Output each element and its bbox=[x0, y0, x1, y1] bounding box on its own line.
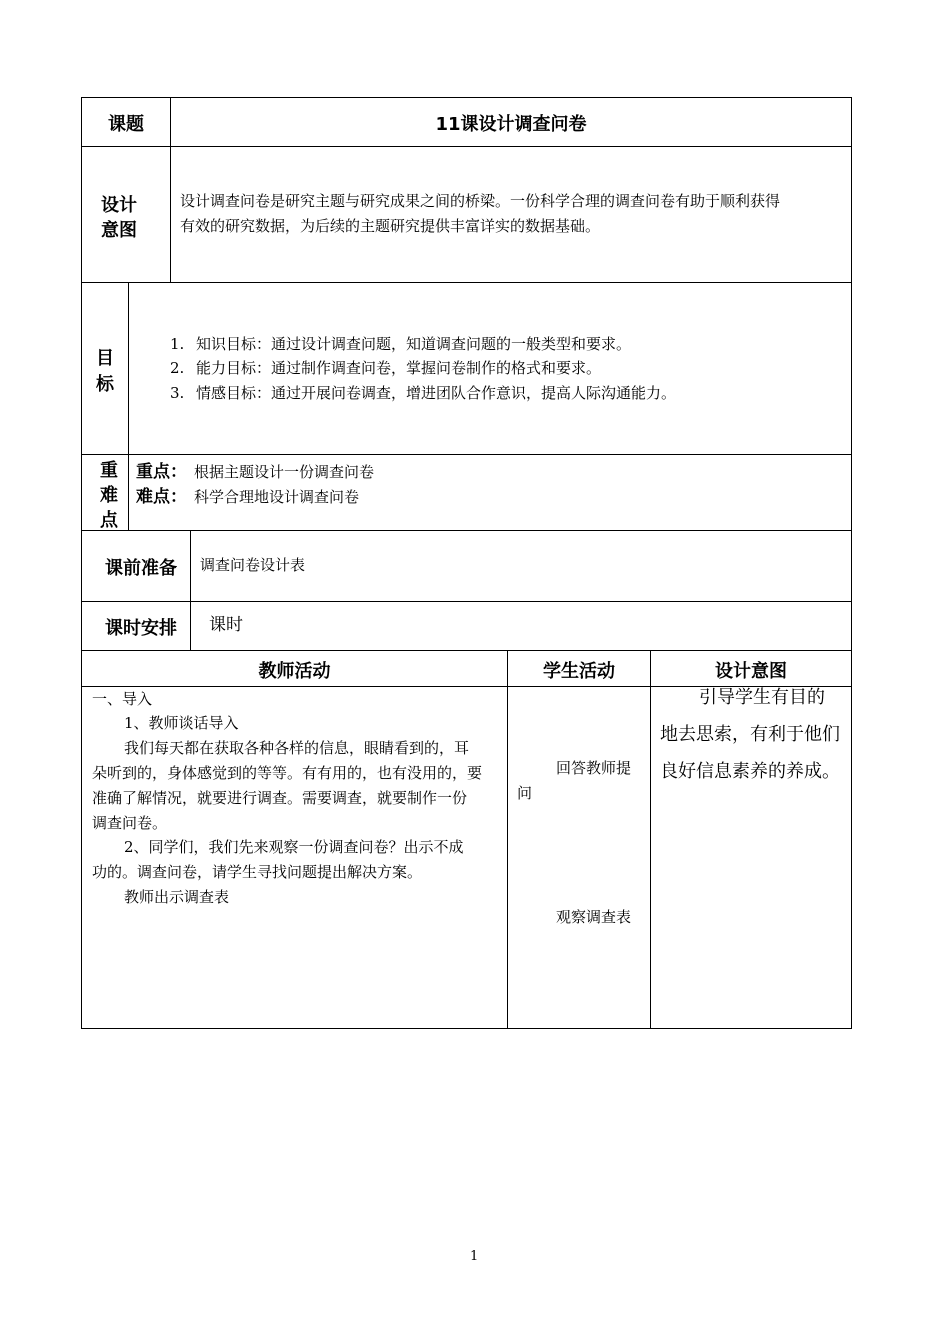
teacher-line: 功的。调查问卷，请学生寻找问题提出解决方案。 bbox=[92, 863, 423, 881]
schedule-value: 课时 bbox=[209, 615, 243, 635]
design-intent-line: 地去思索，有利于他们 bbox=[660, 724, 840, 745]
teacher-line: 朵听到的，身体感觉到的等等。有有用的，也有没用的，要 bbox=[92, 764, 483, 782]
topic-label: 课题 bbox=[108, 114, 144, 135]
design-col-header: 设计意图 bbox=[715, 661, 787, 682]
teacher-line: 教师出示调查表 bbox=[124, 888, 230, 906]
design-intent-line: 引导学生有目的 bbox=[699, 687, 825, 708]
teacher-line: 准确了解情况，就要进行调查。需要调查，就要制作一份 bbox=[92, 789, 468, 807]
schedule-label: 课时安排 bbox=[105, 618, 177, 639]
design-intent-text-1: 设计调查问卷是研究主题与研究成果之间的桥梁。一份科学合理的调查问卷有助于顺利获得 bbox=[180, 192, 781, 210]
preparation-value: 调查问卷设计表 bbox=[200, 556, 306, 574]
schedule-value-cell bbox=[190, 601, 852, 651]
goals-label-2: 标 bbox=[96, 374, 114, 395]
student-activity-cell bbox=[507, 686, 651, 1029]
goals-label-1: 目 bbox=[96, 348, 114, 369]
goal-item-text: 知识目标：通过设计调查问题，知道调查问题的一般类型和要求。 bbox=[196, 335, 632, 353]
teacher-line: 一、导入 bbox=[92, 690, 153, 708]
teacher-line: 调查问卷。 bbox=[92, 814, 168, 832]
student-activity-line: 观察调查表 bbox=[556, 908, 632, 926]
goal-item-text: 情感目标：通过开展问卷调查，增进团队合作意识，提高人际沟通能力。 bbox=[196, 384, 677, 402]
design-intent-label-1: 设计 bbox=[101, 195, 137, 216]
design-intent-line: 良好信息素养的养成。 bbox=[660, 761, 840, 782]
teacher-line: 2、同学们，我们先来观察一份调查问卷？出示不成 bbox=[124, 838, 464, 856]
preparation-label: 课前准备 bbox=[105, 558, 177, 579]
page-title: 11课设计调查问卷 bbox=[435, 114, 587, 135]
student-activity-line: 问 bbox=[517, 784, 533, 802]
difficult-point-text: 科学合理地设计调查问卷 bbox=[194, 488, 360, 506]
student-activity-line: 回答教师提 bbox=[556, 759, 632, 777]
goal-item-number: 1. bbox=[170, 335, 185, 353]
key-points-label-2: 难 bbox=[100, 485, 118, 506]
design-intent-label-2: 意图 bbox=[101, 220, 137, 241]
key-point-text: 根据主题设计一份调查问卷 bbox=[194, 463, 375, 481]
key-points-label-3: 点 bbox=[100, 510, 118, 531]
difficult-point-label: 难点： bbox=[136, 487, 187, 507]
goal-item-text: 能力目标：通过制作调查问卷，掌握问卷制作的格式和要求。 bbox=[196, 359, 602, 377]
goal-item-number: 2. bbox=[170, 359, 185, 377]
teacher-col-header: 教师活动 bbox=[258, 661, 331, 682]
key-points-label-1: 重 bbox=[100, 460, 118, 481]
teacher-line: 我们每天都在获取各种各样的信息，眼睛看到的，耳 bbox=[124, 739, 470, 757]
goal-item-number: 3. bbox=[170, 384, 185, 402]
teacher-line: 1、教师谈话导入 bbox=[124, 714, 239, 732]
page-number: 1 bbox=[470, 1249, 479, 1264]
student-col-header: 学生活动 bbox=[543, 661, 615, 682]
key-point-label: 重点： bbox=[136, 462, 187, 482]
design-intent-text-2: 有效的研究数据，为后续的主题研究提供丰富详实的数据基础。 bbox=[180, 217, 601, 235]
